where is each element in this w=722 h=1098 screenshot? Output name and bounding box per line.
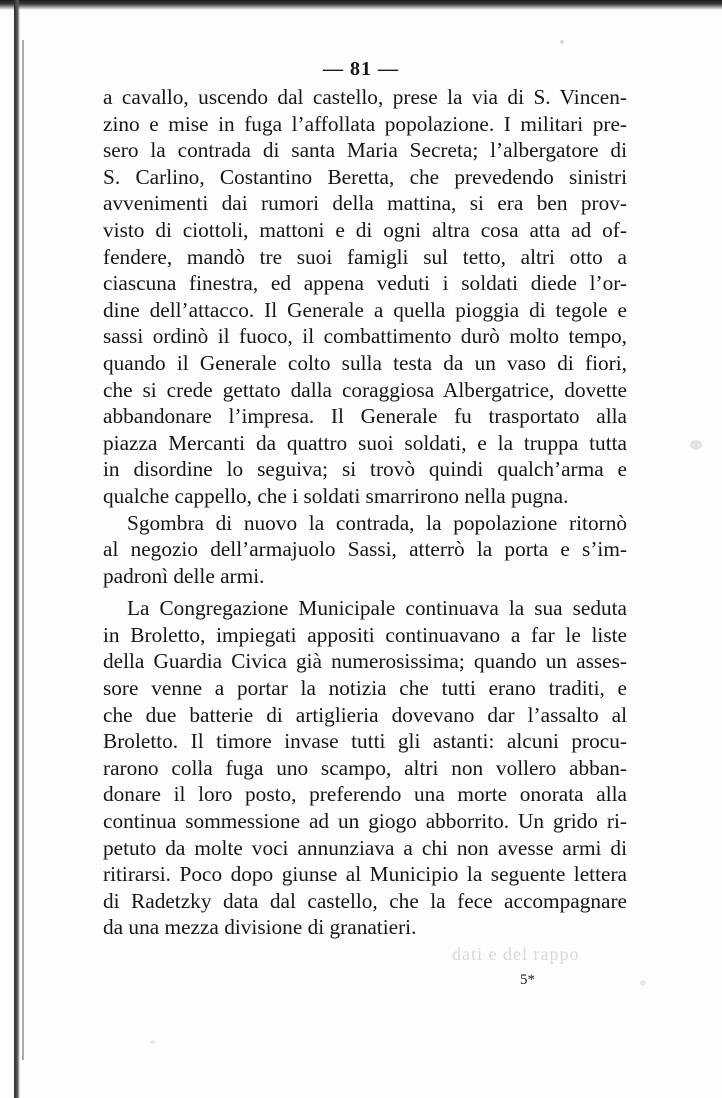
text-line: sero la contrada di santa Maria Secreta; l’albergatore di <box>103 138 627 163</box>
text-line: da una mezza divisione di granatieri. <box>103 915 417 940</box>
text-line: Broletto. Il timore invase tutti gli astanti: alcuni procu- <box>103 729 627 754</box>
text-line: ciascuna finestra, ed appena veduti i soldati diede l’or- <box>103 271 627 296</box>
text-line: di Radetzky data dal castello, che la fece accompagnare <box>103 888 627 913</box>
text-line: a cavallo, uscendo dal castello, prese la via di S. Vincen- <box>103 85 627 109</box>
paper-speck <box>150 1040 155 1044</box>
text-line: padronì delle armi. <box>103 563 265 588</box>
text-line: donare il loro posto, preferendo una morte onorata alla <box>103 782 627 807</box>
text-line: sore venne a portar la notizia che tutti erano traditi, e <box>103 676 627 701</box>
bleed-through-text: dati e del rappo <box>452 944 580 964</box>
text-line: abbandonare l’impresa. Il Generale fu trasportato alla <box>103 404 627 429</box>
text-line: dine dell’attacco. Il Generale a quella pioggia di tegole e <box>103 297 627 322</box>
paragraph-1 <box>103 84 627 510</box>
text-line: che due batterie di artiglieria dovevano dar l’assalto al <box>103 702 627 727</box>
text-line: al negozio dell’armajuolo Sassi, atterrò la porta e s’im- <box>103 537 627 562</box>
page-top-shadow <box>0 0 722 10</box>
text-line: che si crede gettato dalla coraggiosa Albergatrice, dovette <box>103 377 627 402</box>
text-line: S. Carlino, Costantino Beretta, che prevedendo sinistri <box>103 164 627 189</box>
paper-speck <box>640 980 646 986</box>
body-text <box>103 84 627 941</box>
text-line: La Congregazione Municipale continuava la sua seduta <box>127 596 627 621</box>
page-number: — 81 — <box>323 58 399 80</box>
binding-crease <box>22 40 24 1060</box>
paper-speck <box>560 40 564 44</box>
text-line: visto di ciottoli, mattoni e di ogni altra cosa atta ad of- <box>103 217 627 242</box>
text-line: avvenimenti dai rumori della mattina, si era ben prov- <box>103 191 627 216</box>
text-line: della Guardia Civica già numerosissima; quando un asses- <box>103 649 627 674</box>
signature-mark: 5* <box>520 972 535 988</box>
text-line: quando il Generale colto sulla testa da un vaso di fiori, <box>103 350 627 375</box>
text-line: fendere, mandò tre suoi famigli sul tetto, altri otto a <box>103 244 627 269</box>
text-line: Sgombra di nuovo la contrada, la popolazione ritornò <box>127 510 627 535</box>
text-line: sassi ordinò il fuoco, il combattimento durò molto tempo, <box>103 324 627 349</box>
text-line: in disordine lo seguiva; si trovò quindi qualch’arma e <box>103 457 627 482</box>
text-line: petuto da molte voci annunziava a chi non avesse armi di <box>103 835 627 860</box>
paper-speck <box>690 440 702 450</box>
text-line: ritirarsi. Poco dopo giunse al Municipio la seguente lettera <box>103 862 627 887</box>
text-line: in Broletto, impiegati appositi continuavano a far le liste <box>103 622 627 647</box>
binding-edge <box>14 0 20 1098</box>
text-line: rarono colla fuga uno scampo, altri non vollero abban- <box>103 755 627 780</box>
text-line: continua sommessione ad un giogo abborrito. Un grido ri- <box>103 809 627 834</box>
paragraph-2 <box>103 510 627 590</box>
text-line: zino e mise in fuga l’affollata popolazione. I militari pre- <box>103 111 627 136</box>
paragraph-3 <box>103 595 627 941</box>
text-line: qualche cappello, che i soldati smarrirono nella pugna. <box>103 483 569 508</box>
text-line: piazza Mercanti da quattro suoi soldati, e la truppa tutta <box>103 430 627 455</box>
